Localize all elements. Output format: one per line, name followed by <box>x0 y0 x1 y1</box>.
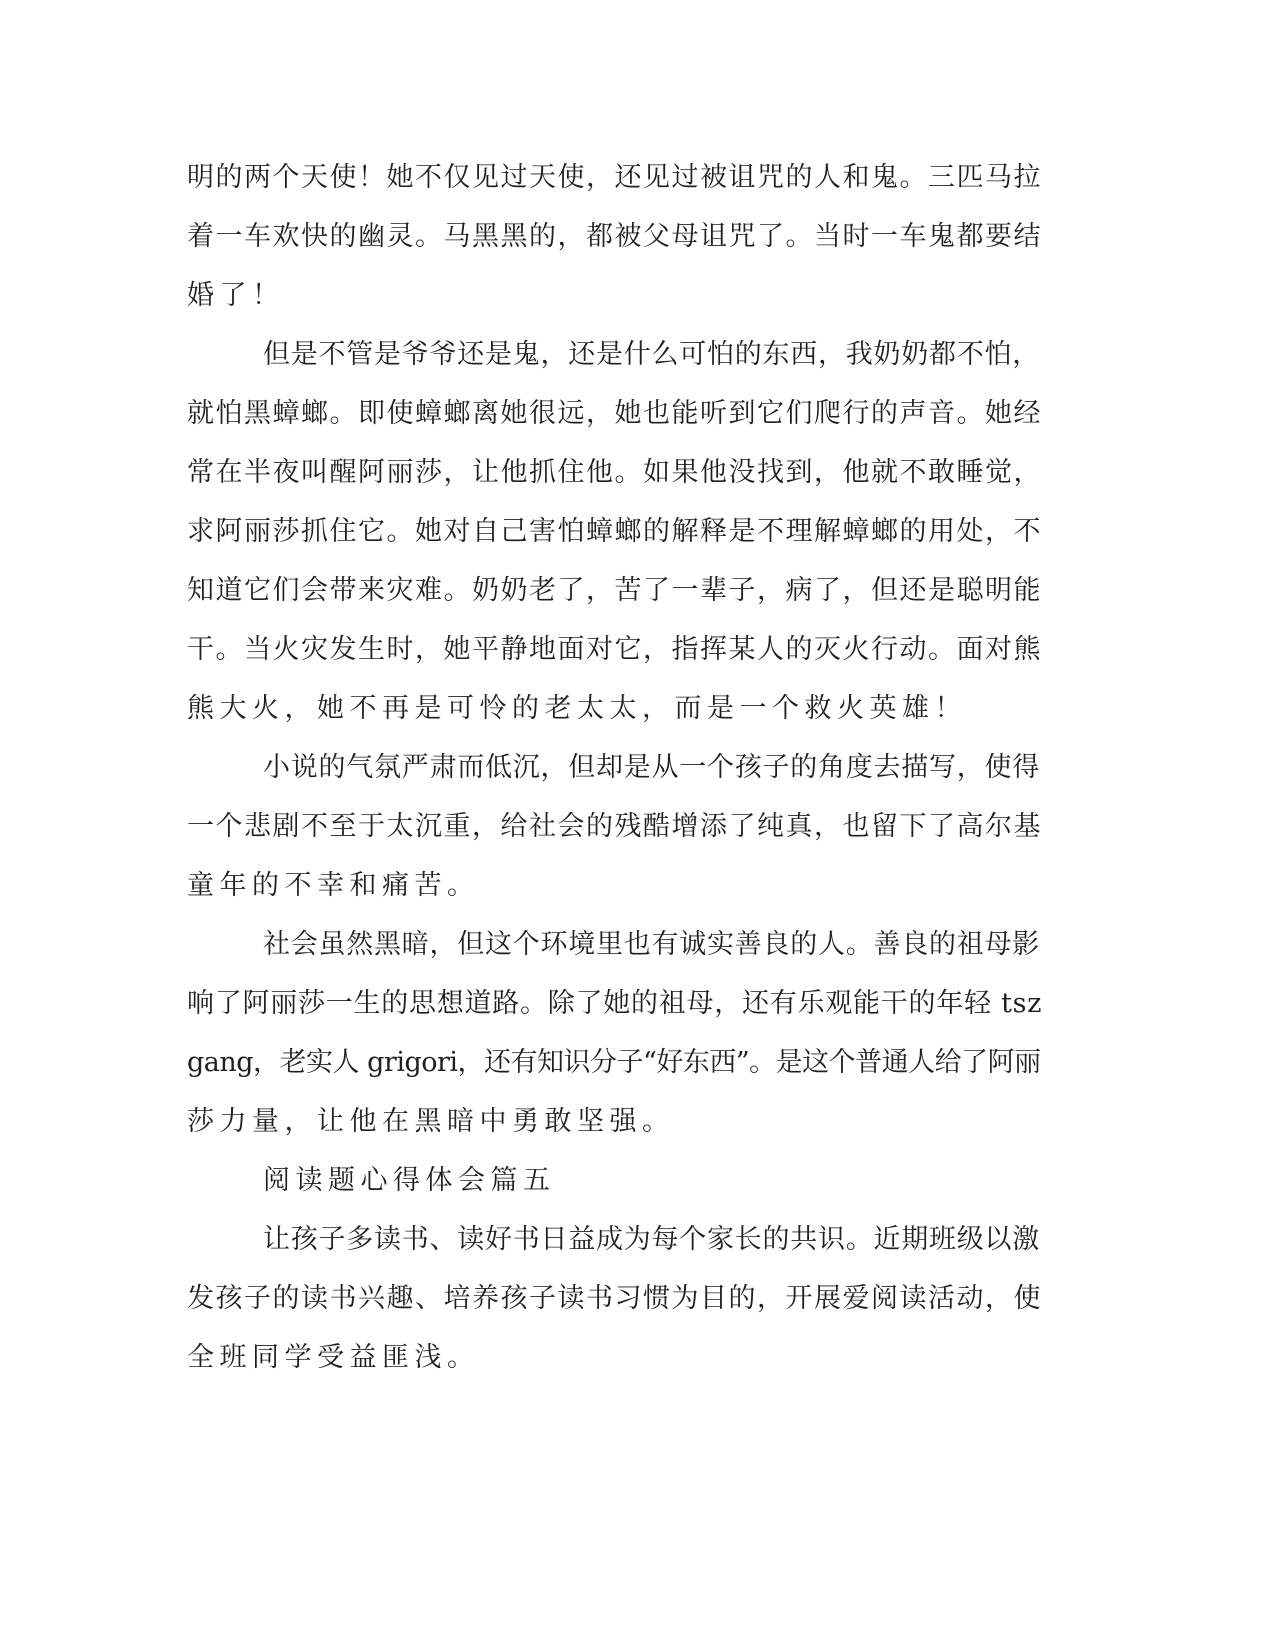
text-line: 婚了！ <box>187 280 285 311</box>
section-heading: 阅读题心得体会篇五 <box>263 1165 556 1196</box>
text-line: 熊大火，她不再是可怜的老太太，而是一个救火英雄！ <box>187 693 967 724</box>
text-line: 发孩子的读书兴趣、培养孩子读书习惯为目的，开展爱阅读活动，使 <box>187 1283 1042 1314</box>
text-line: gang，老实人 grigori，还有知识分子“好东西”。是这个普通人给了阿丽 <box>187 1047 1041 1078</box>
text-line: 明的两个天使！她不仅见过天使，还见过被诅咒的人和鬼。三匹马拉 <box>187 162 1042 193</box>
text-line: 莎力量，让他在黑暗中勇敢坚强。 <box>187 1106 675 1137</box>
text-line: 全班同学受益匪浅。 <box>187 1342 480 1373</box>
text-line: 常在半夜叫醒阿丽莎，让他抓住他。如果他没找到，他就不敢睡觉， <box>187 457 1042 488</box>
paragraph-first-line: 但是不管是爷爷还是鬼，还是什么可怕的东西，我奶奶都不怕， <box>263 339 1040 370</box>
text-line: 求阿丽莎抓住它。她对自己害怕蟑螂的解释是不理解蟑螂的用处，不 <box>187 516 1042 547</box>
text-line: 干。当火灾发生时，她平静地面对它，指挥某人的灭火行动。面对熊 <box>187 634 1042 665</box>
paragraph-first-line: 社会虽然黑暗，但这个环境里也有诚实善良的人。善良的祖母影 <box>263 929 1040 960</box>
text-line: 知道它们会带来灾难。奶奶老了，苦了一辈子，病了，但还是聪明能 <box>187 575 1042 606</box>
text-line: 一个悲剧不至于太沉重，给社会的残酷增添了纯真，也留下了高尔基 <box>187 811 1042 842</box>
text-line: 响了阿丽莎一生的思想道路。除了她的祖母，还有乐观能干的年轻 tsz <box>187 988 1043 1019</box>
text-line: 着一车欢快的幽灵。马黑黑的，都被父母诅咒了。当时一车鬼都要结 <box>187 221 1042 252</box>
text-line: 童年的不幸和痛苦。 <box>187 870 480 901</box>
text-line: 就怕黑蟑螂。即使蟑螂离她很远，她也能听到它们爬行的声音。她经 <box>187 398 1042 429</box>
paragraph-first-line: 小说的气氛严肃而低沉，但却是从一个孩子的角度去描写，使得 <box>263 752 1040 783</box>
paragraph-first-line: 让孩子多读书、读好书日益成为每个家长的共识。近期班级以激 <box>263 1224 1040 1255</box>
